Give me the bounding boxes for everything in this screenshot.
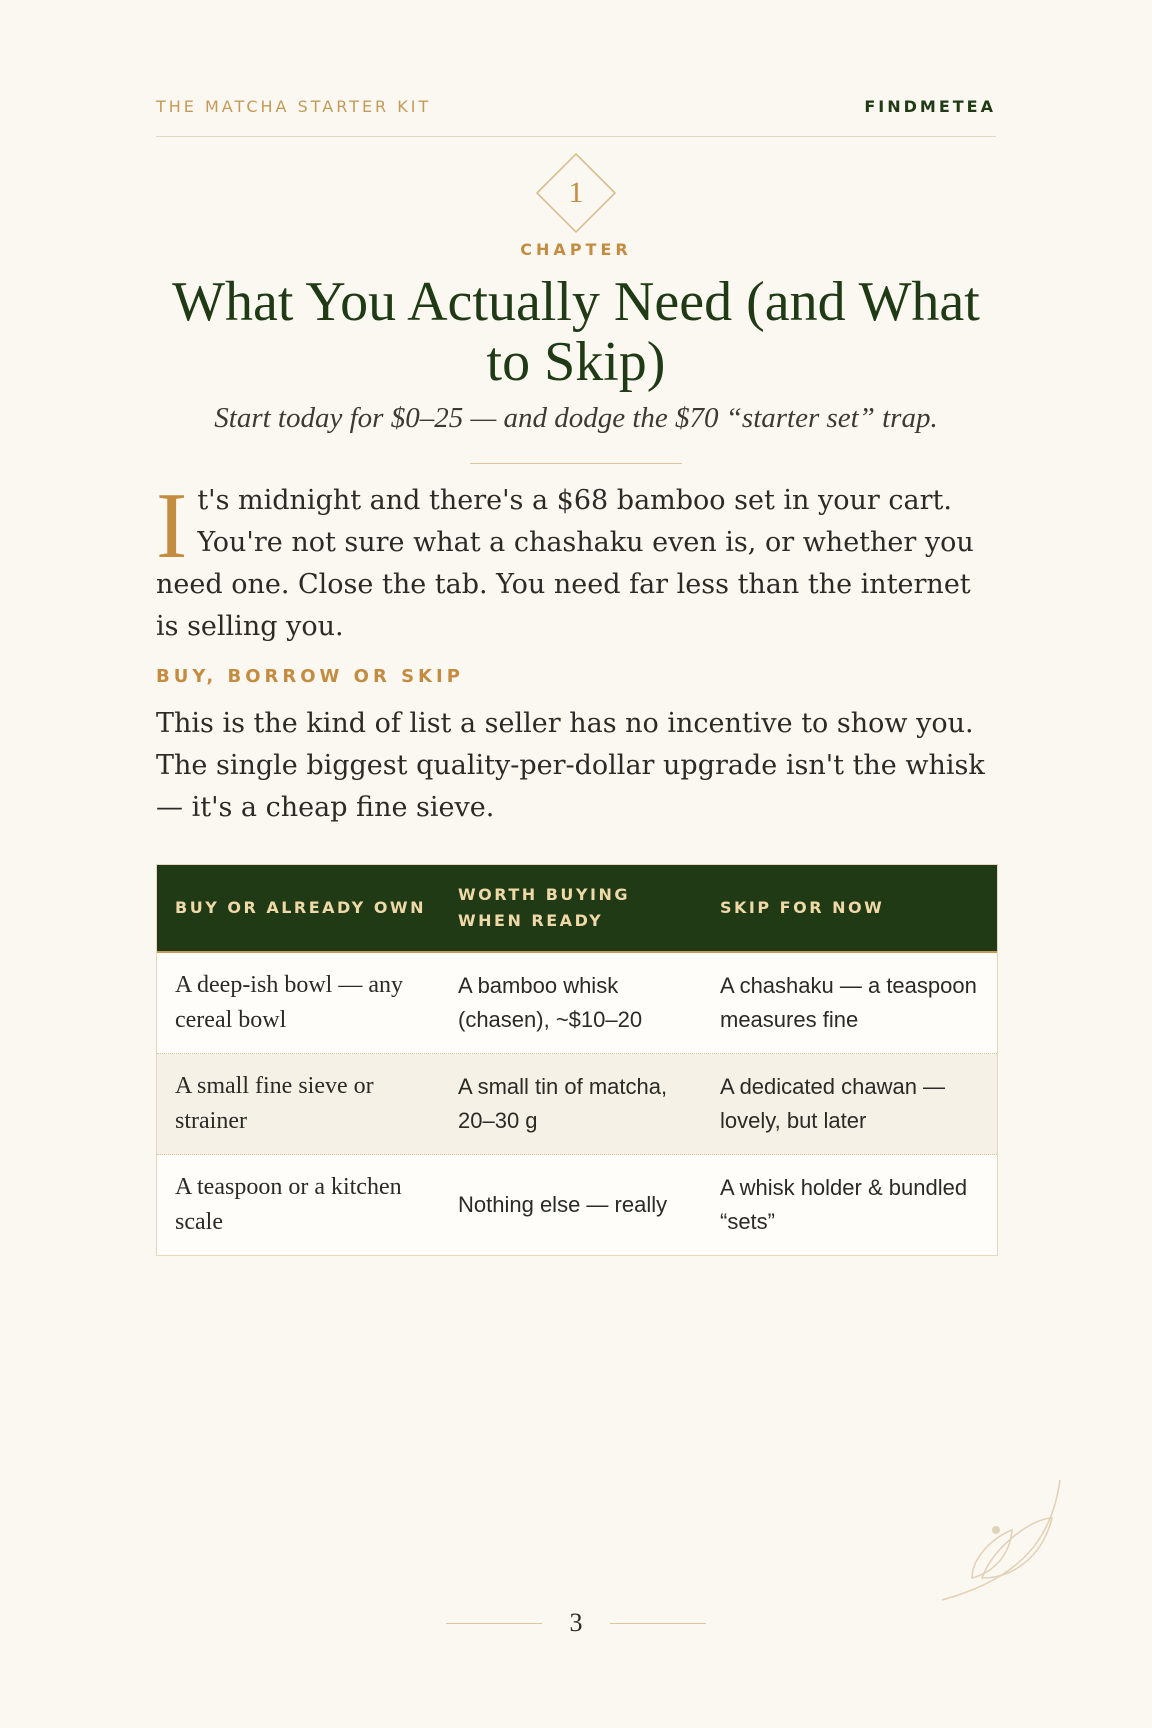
column-header: SKIP FOR NOW [720, 898, 885, 917]
table-row [157, 1054, 997, 1155]
chapter-subtitle: Start today for $0–25 — and dodge the $70 “starter set” trap. [214, 402, 938, 434]
kit-title: THE MATCHA STARTER KIT [156, 96, 432, 116]
section-label: BUY, BORROW OR SKIP [156, 666, 464, 687]
table-cell: A small tin of matcha, 20–30 g [458, 1074, 668, 1133]
drop-cap: I [156, 474, 188, 578]
chapter-label: CHAPTER [520, 240, 632, 259]
column-header: WORTH BUYING WHEN READY [458, 885, 630, 930]
table-header [157, 865, 997, 953]
column-header: BUY OR ALREADY OWN [175, 898, 426, 917]
table-cell: A deep-ish bowl — any cereal bowl [175, 972, 403, 1033]
folio-rule-left [446, 1623, 542, 1624]
chapter-number: 1 [568, 176, 584, 209]
brand-name: FINDMETEA [864, 96, 996, 116]
table-cell: A bamboo whisk (chasen), ~$10–20 [458, 973, 643, 1032]
chapter-badge [535, 152, 617, 234]
title-divider [470, 463, 682, 464]
intro-text: t's midnight and there's a $68 bamboo set in your cart. You're not sure what a chashaku even is, or whether you need one. Close the tab. You need far less than the internet is selling you. [156, 485, 974, 642]
table-cell: Nothing else — really [458, 1192, 668, 1217]
table-row [157, 1155, 997, 1255]
table-cell: A small fine sieve or strainer [175, 1073, 374, 1134]
header-divider [156, 136, 996, 137]
comparison-table [156, 864, 998, 1256]
section-paragraph: This is the kind of list a seller has no incentive to show you. The single biggest quality-per-dollar upgrade isn't the whisk — it's a cheap fine sieve. [156, 708, 985, 823]
intro-paragraph [156, 474, 996, 648]
folio-rule-right [610, 1623, 706, 1624]
table-cell: A whisk holder & bundled “sets” [720, 1175, 968, 1234]
page-number: 3 [569, 1608, 583, 1637]
leaf-ornament-icon [942, 1478, 1062, 1602]
table-cell: A dedicated chawan — lovely, but later [720, 1074, 946, 1133]
table-cell: A chashaku — a teaspoon measures fine [720, 973, 977, 1032]
page [156, 0, 996, 1728]
table-row [157, 953, 997, 1054]
table-cell: A teaspoon or a kitchen scale [175, 1174, 402, 1235]
running-header [156, 96, 996, 116]
chapter-title: What You Actually Need (and What to Skip) [172, 271, 980, 393]
